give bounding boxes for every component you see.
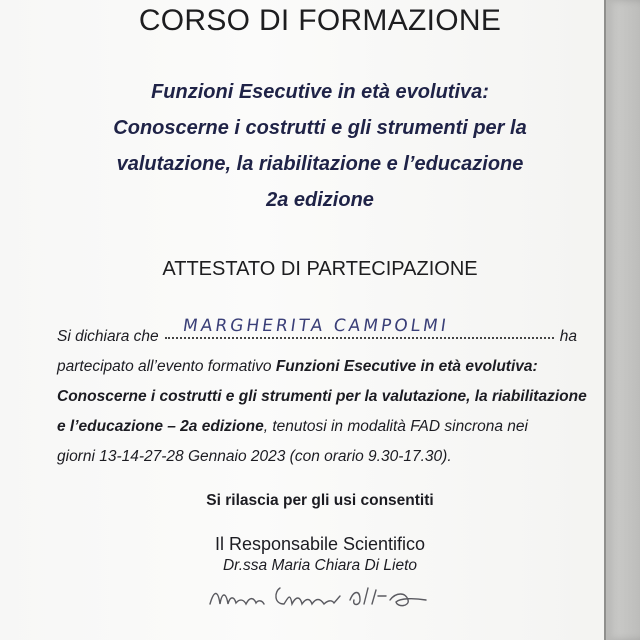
attestato-heading: ATTESTATO DI PARTECIPAZIONE [162, 258, 478, 280]
signature-scribble [200, 570, 440, 620]
participant-name: MARGHERITA CAMPOLMI [181, 316, 450, 336]
body-line-3-bold: Conoscerne i costrutti e gli strumenti per la valutazione, la riabilitazione [57, 388, 587, 405]
body-line-4-bold: e l’educazione – 2a edizione [57, 418, 264, 435]
course-title-line-2: Conoscerne i costrutti e gli strumenti per la [113, 117, 527, 139]
body-line-2-bold: Funzioni Esecutive in età evolutiva: [275, 358, 538, 375]
si-dichiara-text: Si dichiara che [57, 328, 159, 345]
course-title-line-3: valutazione, la riabilitazione e l’educazione [116, 153, 524, 175]
body-line-5: giorni 13-14-27-28 Gennaio 2023 (con orario 9.30-17.30). [57, 448, 452, 465]
rilascia-text: Si rilascia per gli usi consentiti [206, 492, 434, 509]
body-line-2 [57, 352, 577, 382]
certificate-body [57, 316, 587, 472]
course-title-line-1: Funzioni Esecutive in età evolutiva: [151, 81, 489, 103]
responsabile-name: Dr.ssa Maria Chiara Di Lieto [222, 557, 418, 574]
body-line-4-normal: , tenutosi in modalità FAD sincrona nei [263, 418, 528, 435]
body-line-4 [57, 412, 577, 442]
paper-right-edge [604, 0, 640, 640]
body-line-2-normal: partecipato all’evento formativo [57, 358, 276, 375]
responsabile-title: Il Responsabile Scientifico [214, 534, 426, 554]
name-dotted-line [165, 316, 554, 339]
ha-text: ha [559, 328, 577, 345]
body-line-3 [57, 382, 587, 412]
certificate-heading: CORSO DI FORMAZIONE [138, 4, 502, 37]
declaration-line [57, 316, 577, 352]
course-title-line-4: 2a edizione [266, 189, 374, 211]
course-title [30, 74, 610, 218]
